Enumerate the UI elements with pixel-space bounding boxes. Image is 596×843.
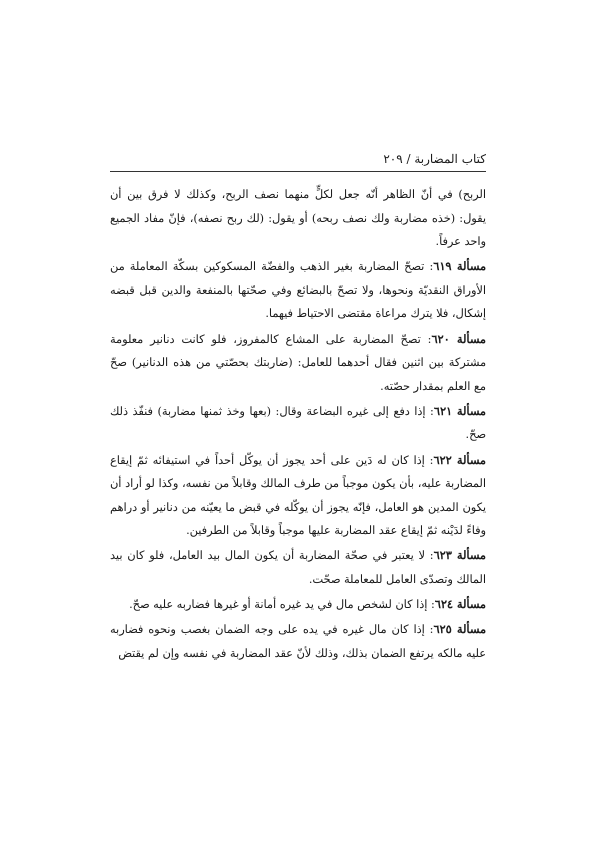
paragraph-text: : تصحّ المضاربة على المشاع كالمفروز، فلو كانت دنانير معلومة مشتركة بين اثنين فقال أحدهما للعامل: (ضاربتك بحصّتي من هذه الدنانير) صحّ مع العلم بمقدار حصّته. [110, 332, 486, 393]
paragraph-text: : تصحّ المضاربة بغير الذهب والفضّة المسكوكين بسكّة المعاملة من الأوراق النقديّة ونحوها، ولا تصحّ بالبضائع وفي صحّتها بالمنفعة والدين قبل قبضه إشكال، فلا يترك مراعاة مقتضى الاحتياط فيهما. [110, 260, 486, 321]
paragraph [110, 449, 486, 543]
paragraph [110, 328, 486, 399]
paragraph-text: الربح) في أنّ الظاهر أنّه جعل لكلٍّ منهما نصف الربح، وكذلك لا فرق بين أن يقول: (خذه مضاربة ولك نصف ربحه) أو يقول: (لك ربح نصفه)، فإنّ مفاد الجميع واحد عرفاً. [110, 188, 486, 249]
running-title: كتاب المضاربة / ٢٠٩ [383, 152, 486, 166]
paragraph [110, 544, 486, 591]
issue-label: مسألة ٦٢٢ [433, 452, 486, 467]
paragraph [110, 400, 486, 447]
header-rule [110, 171, 486, 172]
paragraph [110, 183, 486, 254]
page-body [110, 183, 486, 667]
issue-label: مسألة ٦٢٤ [434, 597, 486, 612]
paragraph-text: : إذا كان لشخص مال في يد غيره أمانة أو غيرها فضاربه عليه صحّ. [129, 598, 435, 612]
paragraph-text: : إذا كان مال غيره في يده على وجه الضمان بغصب ونحوه فضاربه عليه مالكه يرتفع الضمان بذلك، وذلك لأنّ عقد المضاربة في نفسه وإن لم يقتض [110, 623, 486, 660]
paragraph-text: : لا يعتبر في صحّة المضاربة أن يكون المال بيد العامل، فلو كان بيد المالك وتصدّى العامل للمعاملة صحّت. [110, 549, 486, 586]
issue-label: مسألة ٦٢٣ [433, 548, 486, 563]
paragraph-text: : إذا دفع إلى غيره البضاعة وقال: (بعها وخذ ثمنها مضاربة) فنفّذ ذلك صحّ. [110, 404, 486, 442]
paragraph [110, 618, 486, 665]
running-header [110, 152, 486, 169]
issue-label: مسألة ٦١٩ [433, 259, 486, 274]
paragraph-text: : إذا كان له دَين على أحد يجوز أن يوكّل أحداً في استيفائه ثمّ إيقاع المضاربة عليه، بأن يكون موجباً من طرف المالك وقابلاً من نفسه، وكذا لو أراد أن يكون المدين هو العامل، فإنّه يجوز أن يوكّله في قبض ما يعيّنه من دنانير أو دراهم وفاءً لدَيْنه ثمّ إيقاع عقد المضاربة عليها موجباً وقابلاً من الطرفين. [110, 453, 486, 538]
issue-label: مسألة ٦٢٠ [431, 331, 486, 346]
issue-label: مسألة ٦٢٥ [433, 622, 486, 637]
paragraph [110, 593, 486, 617]
paragraph [110, 255, 486, 326]
issue-label: مسألة ٦٢١ [433, 403, 486, 418]
